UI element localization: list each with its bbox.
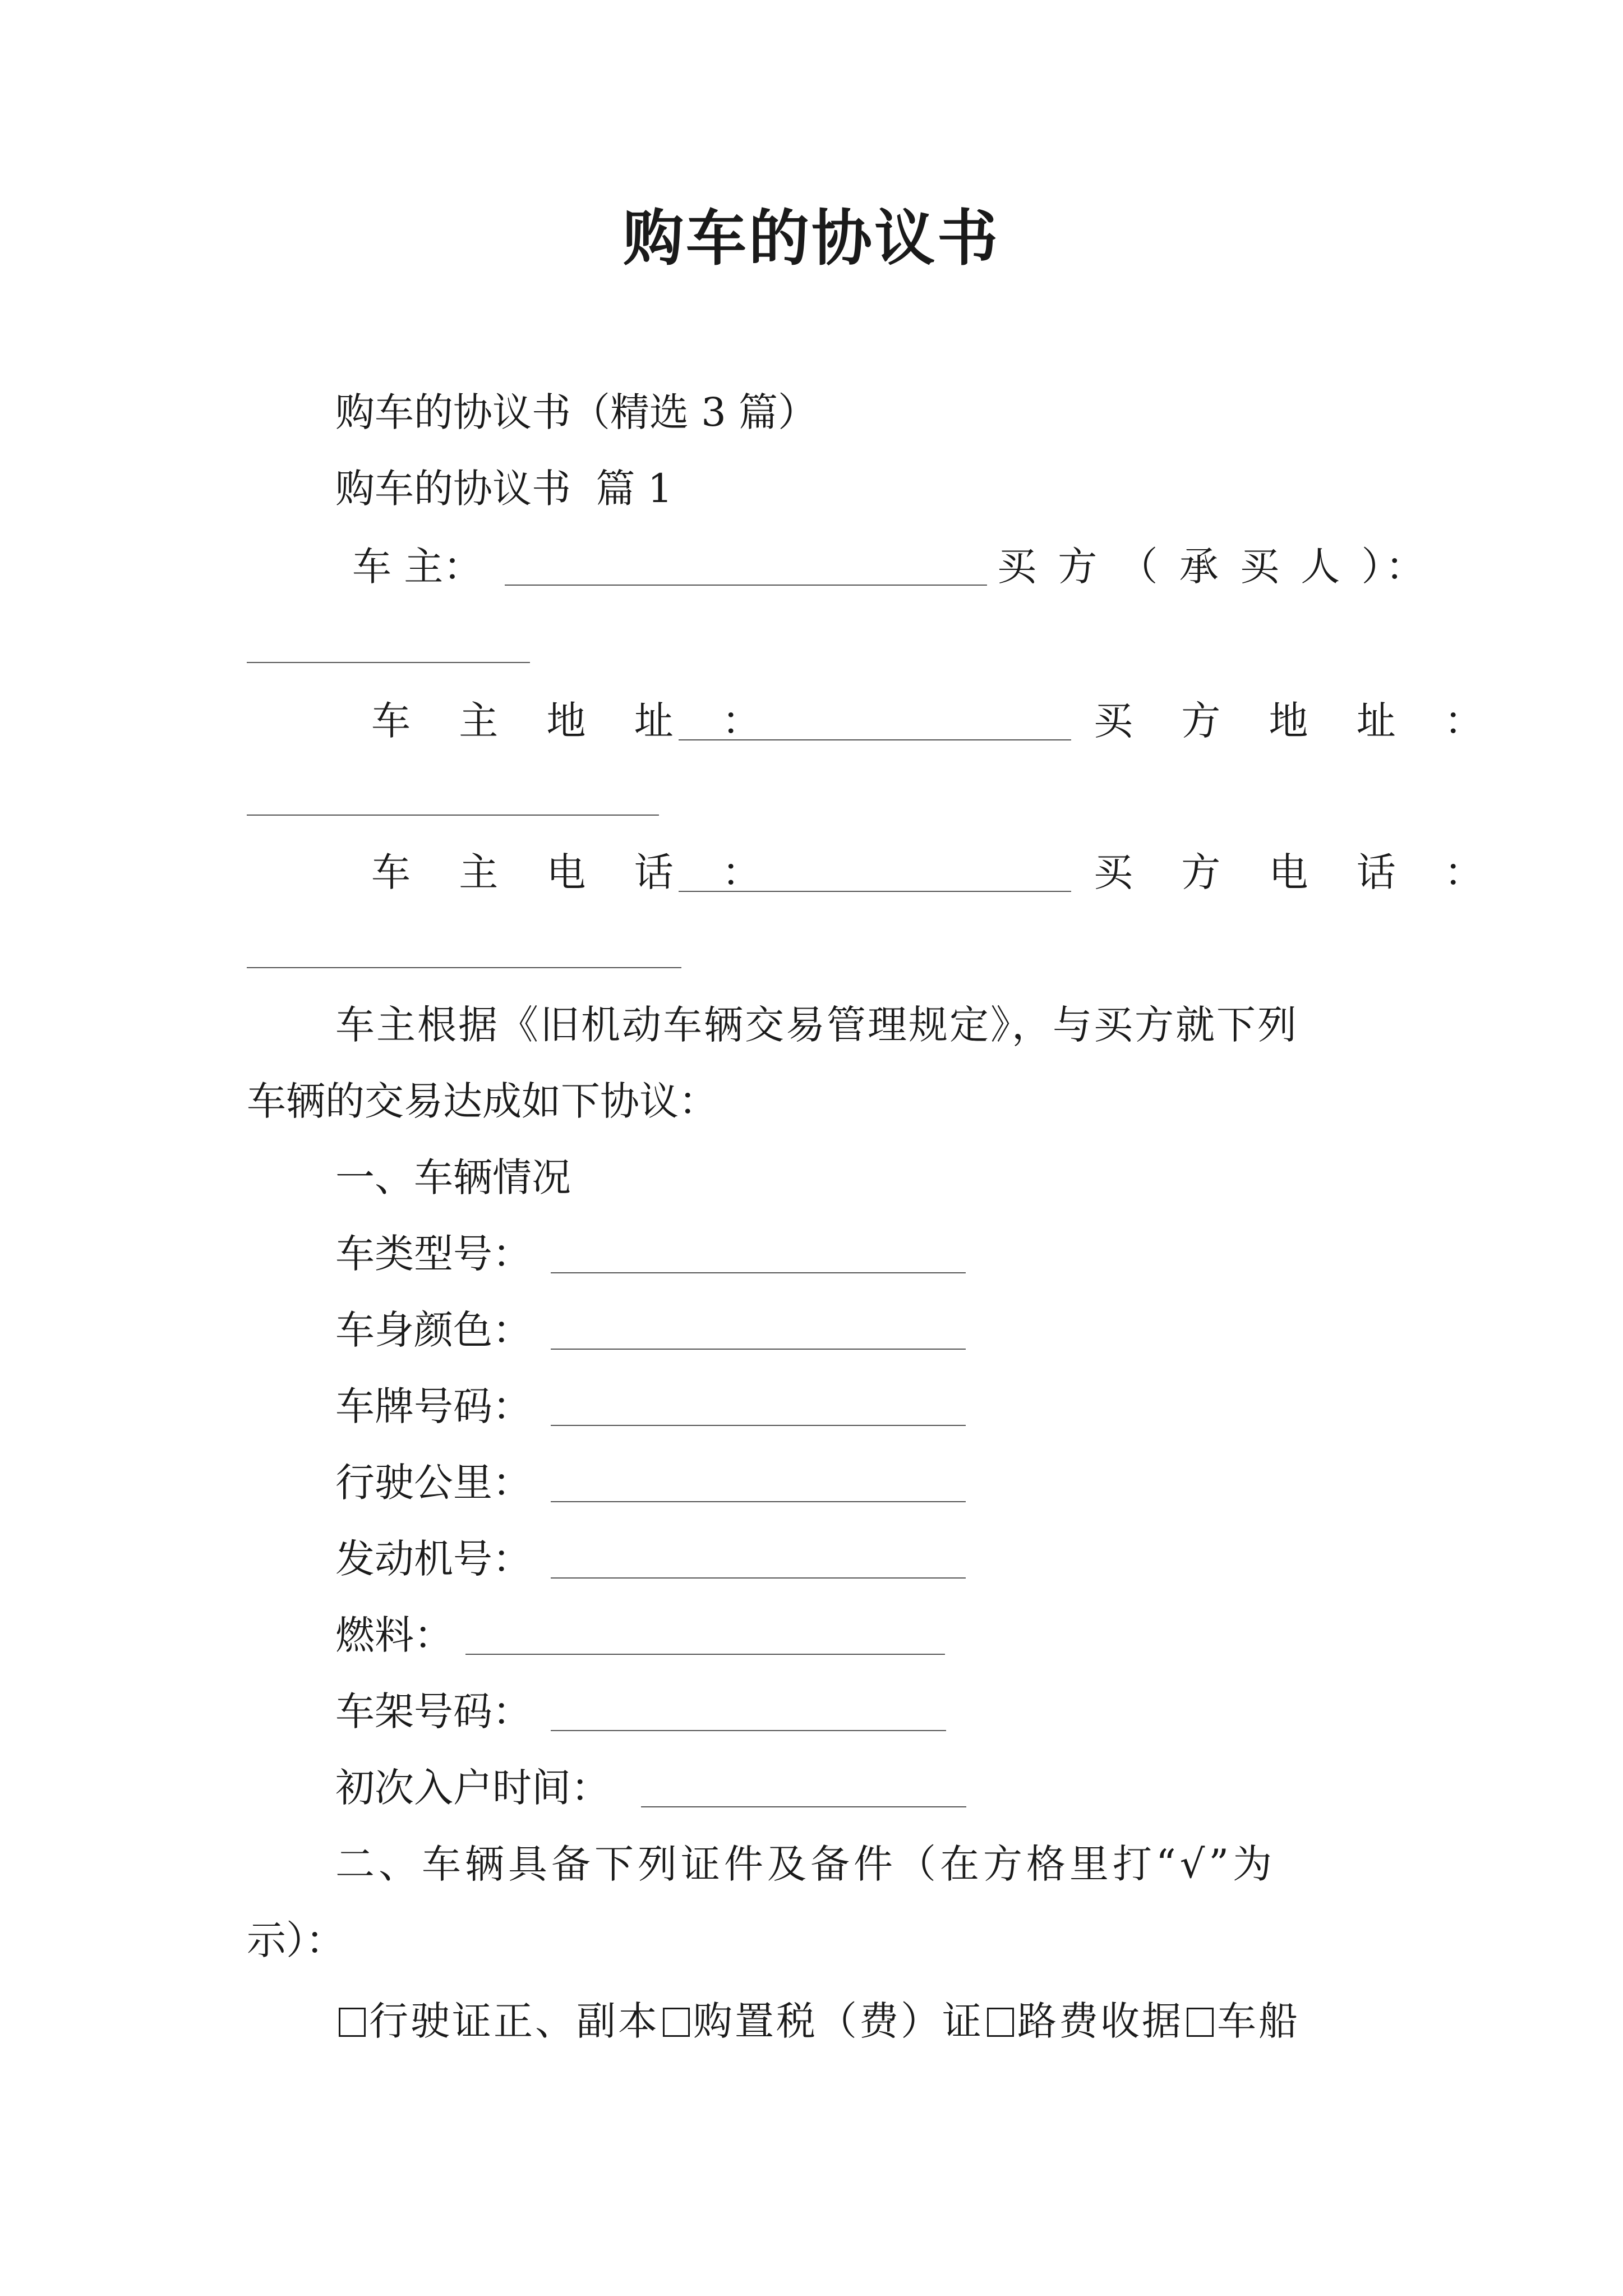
mileage-field[interactable] [551,1501,966,1502]
owner-address-field[interactable] [679,739,1071,740]
mileage-label: 行驶公里： [335,1460,532,1506]
buyer-address-field[interactable] [247,815,659,816]
buyer-label: 买 方 （ 承 买 人 ）： [997,544,1430,590]
engine-label: 发动机号： [335,1536,532,1582]
plate-field[interactable] [551,1425,966,1426]
document-title: 购车的协议书 [623,203,1000,274]
intro-line-1: 车主根据《旧机动车辆交易管理规定》，与买方就下列 [335,1002,1298,1048]
color-field[interactable] [551,1349,966,1350]
engine-field[interactable] [551,1577,966,1579]
section-heading: 购车的协议书 篇 1 [335,466,673,512]
owner-field[interactable] [505,585,987,586]
buyer-field[interactable] [247,662,530,663]
item-purchase-tax: 购置税（费）证 [693,1998,984,2044]
checkbox-purchase-tax[interactable] [663,2008,690,2037]
color-label: 车身颜色： [335,1307,532,1353]
model-label: 车类型号： [335,1231,532,1277]
documents-heading-1: 二、车辆具备下列证件及备件（在方格里打“√”为 [335,1841,1276,1887]
documents-checklist [335,1990,1300,2052]
owner-address-label: 车 主 地 址 ： [371,698,780,744]
item-driving-license: 行驶证正、副本 [369,1998,660,2044]
buyer-phone-field[interactable] [247,967,681,968]
checkbox-vehicle-tax[interactable] [1187,2008,1214,2037]
frame-field[interactable] [551,1730,946,1731]
fuel-field[interactable] [465,1654,945,1655]
model-field[interactable] [551,1272,966,1273]
owner-label: 车 主： [352,544,483,590]
registration-label: 初次入户时间： [335,1765,610,1811]
item-vehicle-tax: 车船 [1217,1998,1300,2044]
checkbox-road-fee[interactable] [987,2008,1014,2037]
owner-phone-field[interactable] [679,891,1071,892]
registration-field[interactable] [641,1806,966,1807]
plate-label: 车牌号码： [335,1383,532,1429]
documents-heading-2: 示）： [247,1917,345,1963]
fuel-label: 燃料： [335,1612,453,1658]
owner-phone-label: 车 主 电 话 ： [371,849,780,895]
item-road-fee: 路费收据 [1017,1998,1183,2044]
frame-label: 车架号码： [335,1688,532,1734]
intro-line-2: 车辆的交易达成如下协议： [247,1078,718,1124]
checkbox-driving-license[interactable] [339,2008,366,2037]
subtitle: 购车的协议书（精选 3 篇） [335,389,818,435]
buyer-address-label: 买 方 地 址 ： [1094,698,1502,744]
vehicle-heading: 一、车辆情况 [335,1154,571,1200]
buyer-phone-label: 买 方 电 话 ： [1094,849,1502,895]
